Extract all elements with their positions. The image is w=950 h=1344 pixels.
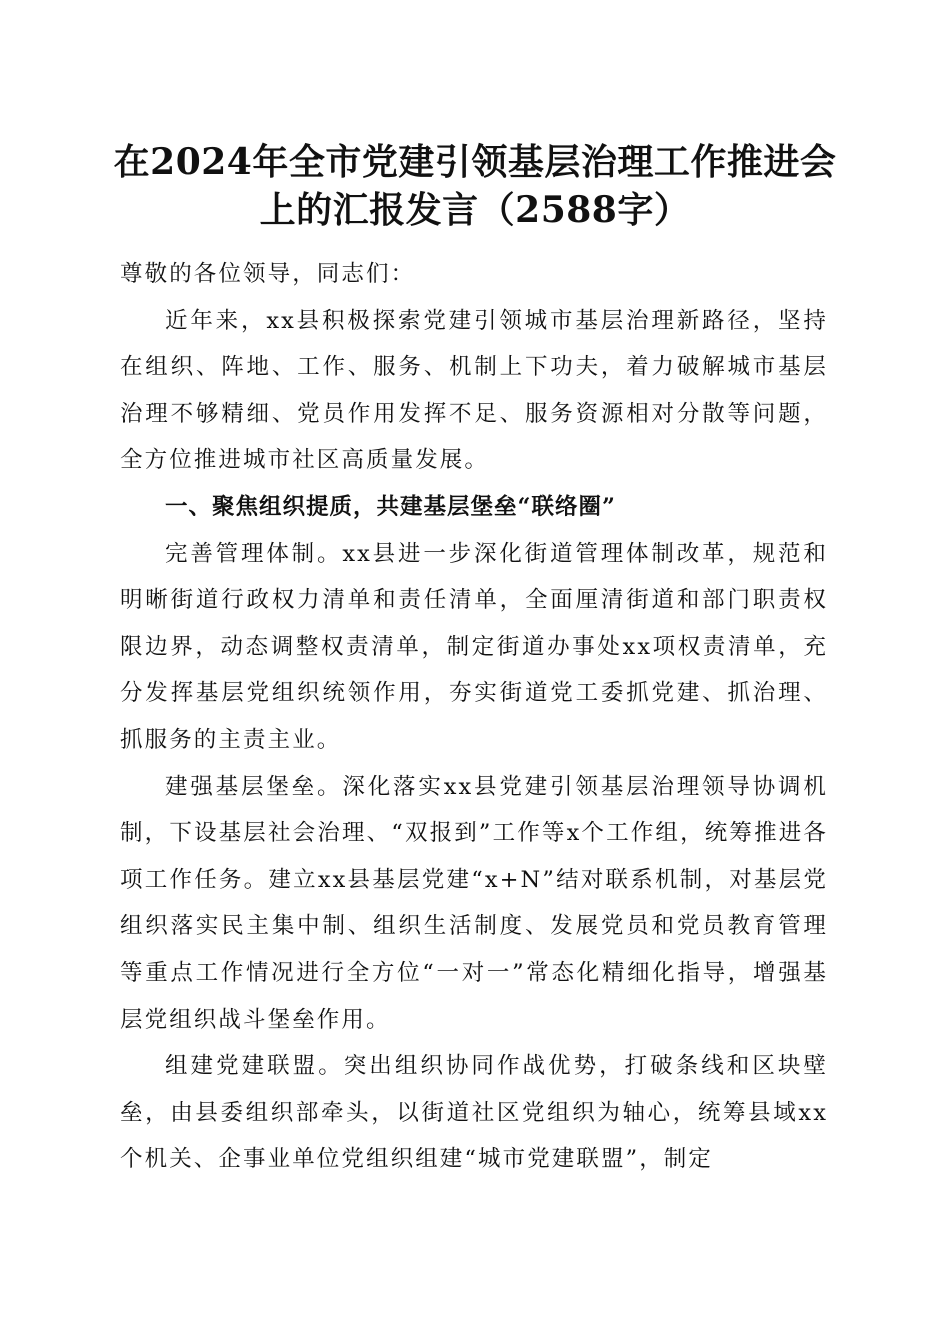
paragraph-management-system: 完善管理体制。xx县进一步深化街道管理体制改革，规范和明晰街道行政权力清单和责任清单，全面厘清街道和部门职责权限边界，动态调整权责清单，制定街道办事处xx项权责清单，充分发挥基层党组织统领作用，夯实街道党工委抓党建、抓治理、抓服务的主责主业。	[120, 540, 828, 753]
title-line-1: 在2024年全市党建引领基层治理工作推进会	[113, 141, 837, 183]
paragraph-grassroots-fortress: 建强基层堡垒。深化落实xx县党建引领基层治理领导协调机制，下设基层社会治理、“双报到”工作等x个工作组，统筹推进各项工作任务。建立xx县基层党建“x+N”结对联系机制，对基层党组织落实民主集中制、组织生活制度、发展党员和党员教育管理等重点工作情况进行全方位“一对一”常态化精细化指导，增强基层党组织战斗堡垒作用。	[120, 773, 828, 1033]
section-heading-1: 一、聚焦组织提质，共建基层堡垒“联络圈”	[165, 493, 616, 520]
paragraph-party-alliance: 组建党建联盟。突出组织协同作战优势，打破条线和区块壁垒，由县委组织部牵头，以街道社区党组织为轴心，统筹县域xx个机关、企事业单位党组织组建“城市党建联盟”，制定	[120, 1053, 828, 1173]
salutation: 尊敬的各位领导，同志们：	[120, 261, 416, 287]
title-line-2: 上的汇报发言（2588字）	[259, 189, 691, 231]
document-body	[120, 251, 828, 1183]
intro-paragraph: 近年来，xx县积极探索党建引领城市基层治理新路径，坚持在组织、阵地、工作、服务、机制上下功夫，着力破解城市基层治理不够精细、党员作用发挥不足、服务资源相对分散等问题，全方位推进城市社区高质量发展。	[120, 307, 828, 474]
document-title	[100, 138, 850, 234]
